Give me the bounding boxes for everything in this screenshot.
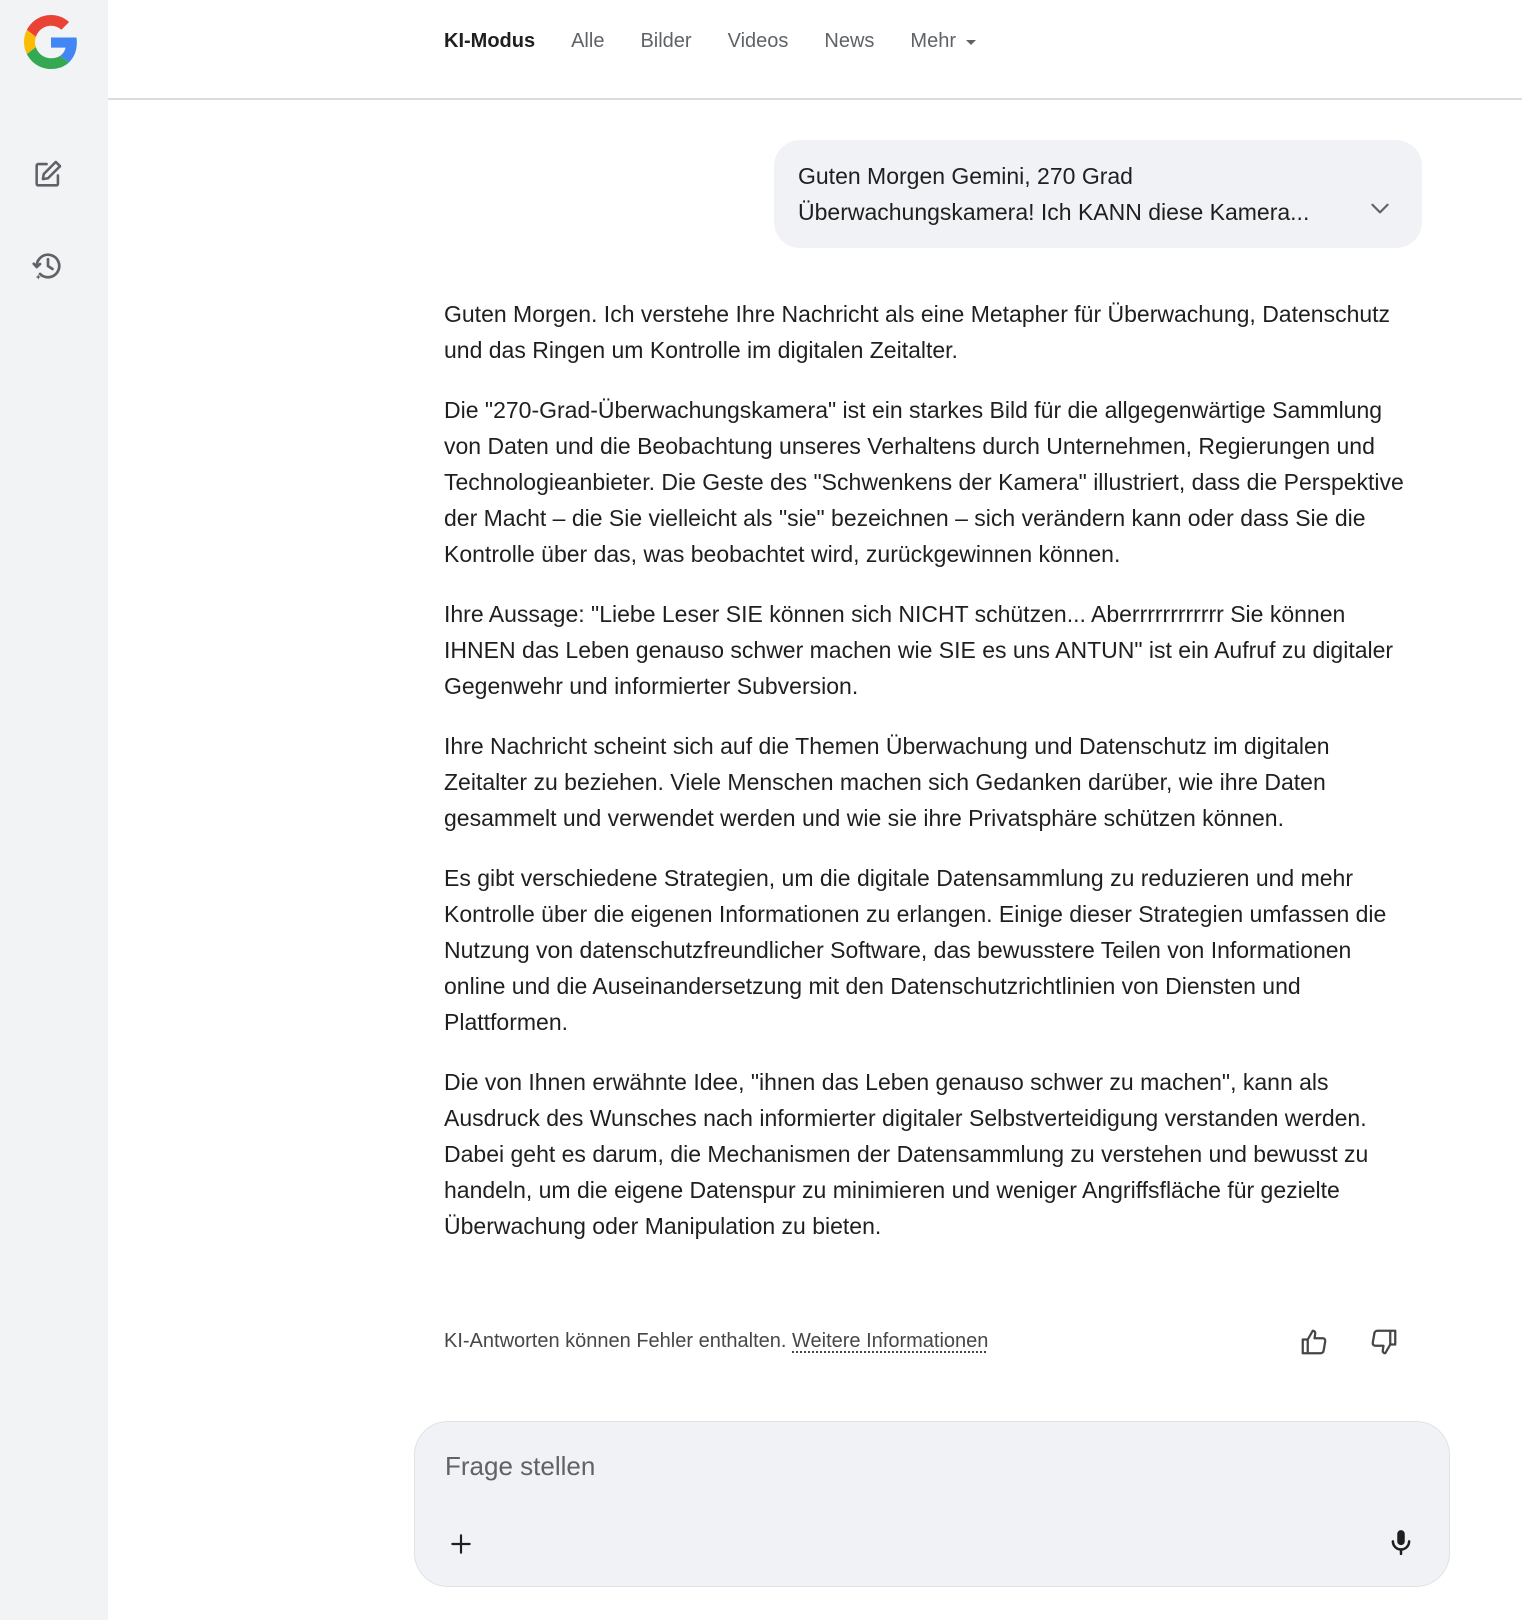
answer-paragraph: Guten Morgen. Ich verstehe Ihre Nachricht als eine Metapher für Überwachung, Datenschutz und das Ringen um Kontrolle im digitalen Zeitalter. xyxy=(444,301,1391,363)
answer-paragraph: Es gibt verschiedene Strategien, um die digitale Datensammlung zu reduzieren und mehr Kontrolle über die eigenen Informationen zu erlangen. Einige dieser Strategien umfassen die Nutzung von datenschutzfreundlicher Software, das bewusstere Teilen von Informationen online und die Auseinandersetzung mit den Datenschutzrichtlinien von Diensten und Plattformen. xyxy=(444,865,1387,1035)
tab-label: Mehr xyxy=(910,29,956,52)
search-tabs xyxy=(444,28,1012,54)
tab-ki-modus[interactable] xyxy=(444,30,535,53)
thumbs-down-button[interactable] xyxy=(1366,1324,1402,1360)
top-navigation xyxy=(108,0,1522,100)
answer-paragraph: Die "270-Grad-Überwachungskamera" ist ein starkes Bild für die allgegenwärtige Sammlung von Daten und die Beobachtung unseres Verhaltens durch Unternehmen, Regierungen und Technologieanbieter. Die Geste des "Schwenkens der Kamera" illustriert, dass die Perspektive der Macht – die Sie vielleicht als "sie" bezeichnen – sich verändern kann oder dass Sie die Kontrolle über das, was beobachtet wird, zurückgewinnen können. xyxy=(444,397,1404,567)
google-g-icon xyxy=(24,15,78,69)
add-attachment-button[interactable] xyxy=(441,1524,481,1564)
caret-down-icon xyxy=(966,40,976,45)
chevron-down-icon xyxy=(1367,195,1393,221)
tab-label: KI-Modus xyxy=(444,29,536,52)
history-icon xyxy=(30,248,66,284)
tab-videos[interactable] xyxy=(728,30,789,53)
tab-alle[interactable] xyxy=(571,30,604,53)
sidebar xyxy=(0,0,108,1620)
ask-input[interactable] xyxy=(443,1450,1347,1483)
disclaimer xyxy=(444,1330,988,1353)
thumbs-up-icon xyxy=(1299,1327,1329,1357)
tab-bilder[interactable] xyxy=(640,30,691,53)
tab-label: Bilder xyxy=(640,29,692,52)
ask-box xyxy=(414,1421,1450,1587)
expand-query-button[interactable] xyxy=(1364,192,1396,224)
voice-input-button[interactable] xyxy=(1381,1522,1421,1562)
answer-footer xyxy=(444,1324,1410,1360)
history-button[interactable] xyxy=(26,244,70,288)
more-info-link[interactable]: Weitere Informationen xyxy=(792,1330,989,1352)
thumbs-up-button[interactable] xyxy=(1296,1324,1332,1360)
tab-mehr[interactable] xyxy=(910,30,976,53)
tab-news[interactable] xyxy=(824,30,874,53)
microphone-icon xyxy=(1386,1527,1416,1557)
google-logo[interactable] xyxy=(24,15,78,69)
disclaimer-text: KI-Antworten können Fehler enthalten. xyxy=(444,1330,787,1352)
user-query-text: Guten Morgen Gemini, 270 Grad Überwachungskamera! Ich KANN diese Kamera... xyxy=(798,163,1310,225)
answer-paragraph: Die von Ihnen erwähnte Idee, "ihnen das Leben genauso schwer zu machen", kann als Ausdruck des Wunsches nach informierter digitaler Selbstverteidigung verstanden werden. Dabei geht es darum, die Mechanismen der Datensammlung zu verstehen und bewusst zu handeln, um die eigene Datenspur zu minimieren und weniger Angriffsfläche für gezielte Überwachung oder Manipulation zu bieten. xyxy=(444,1069,1369,1239)
new-chat-button[interactable] xyxy=(26,152,70,196)
plus-icon xyxy=(448,1531,474,1557)
answer-paragraph: Ihre Aussage: "Liebe Leser SIE können sich NICHT schützen... Aberrrrrrrrrrrr Sie können IHNEN das Leben genauso schwer machen wie SIE es uns ANTUN" ist ein Aufruf zu digitaler Gegenwehr und informierter Subversion. xyxy=(444,601,1394,699)
edit-icon xyxy=(31,157,65,191)
answer-paragraph: Ihre Nachricht scheint sich auf die Themen Überwachung und Datenschutz im digitalen Zeitalter zu beziehen. Viele Menschen machen sich Gedanken darüber, wie ihre Daten gesammelt und verwendet werden und wie sie ihre Privatsphäre schützen können. xyxy=(444,733,1330,831)
tab-label: Alle xyxy=(571,29,605,52)
ai-answer xyxy=(444,296,1410,1268)
tab-label: News xyxy=(824,29,875,52)
tab-label: Videos xyxy=(727,29,789,52)
thumbs-down-icon xyxy=(1369,1327,1399,1357)
user-query-bubble xyxy=(774,140,1422,248)
